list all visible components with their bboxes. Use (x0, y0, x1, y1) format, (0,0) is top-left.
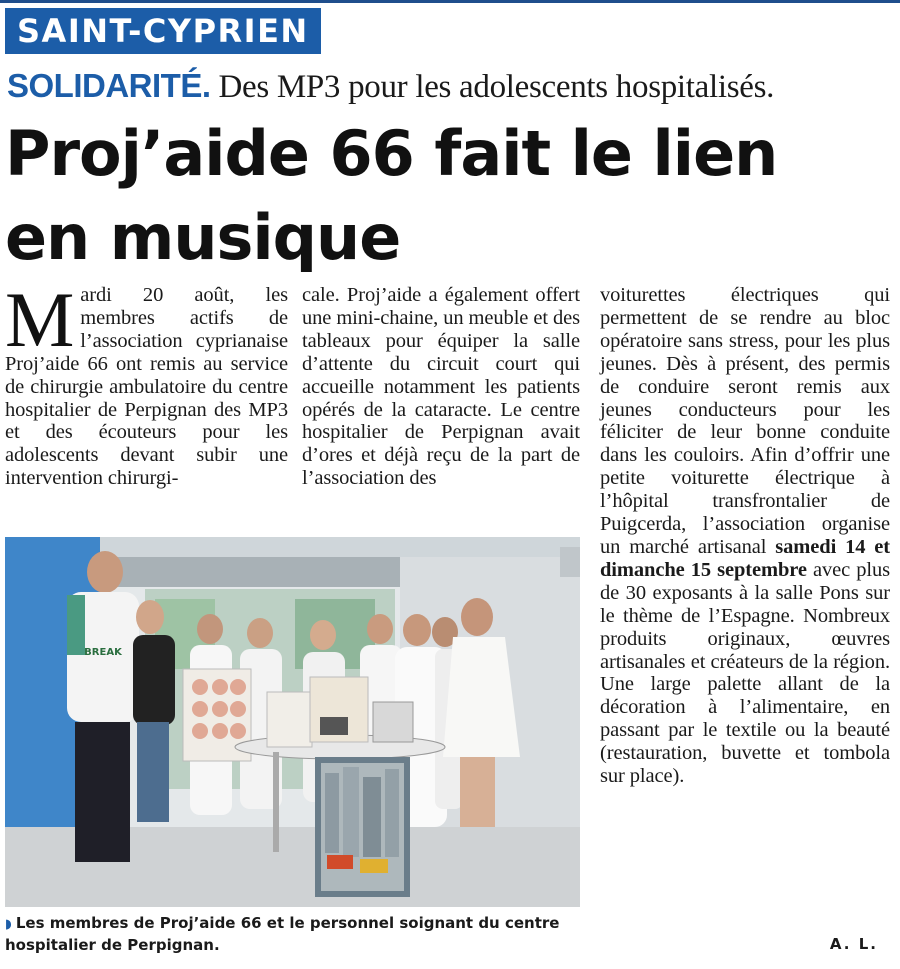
article-column-2 (302, 284, 580, 490)
drop-cap: M (5, 276, 75, 363)
column-3-text-a: voiturettes électriques qui permettent de se rendre au bloc opératoire sans stress, pour les plus jeunes. Dès à présent, des permis de conduire seront remis aux jeunes conducteurs pour les féliciter de leur bonne conduite dans les couloirs. Afin d’offrir une petite voiturette électrique à l’hôpital transfrontalier de Puigcerda, l’association organise un marché artisanal (600, 284, 890, 558)
subhead-text: Des MP3 pour les adolescents hospitalisés. (210, 69, 775, 105)
subhead-kicker: SOLIDARITÉ. (7, 67, 211, 104)
article-photo (5, 537, 580, 907)
article-column-3 (600, 284, 890, 788)
group-photo-illustration (5, 537, 580, 907)
column-3-text-b: avec plus de 30 exposants à la salle Pons sur le thème de l’Espagne. Nombreux produits originaux, œuvres artisanales et créateurs de la région. Une large palette allant de la décoration à l’alimentaire, en passant par le textile ou la beauté (restauration, buvette et tombola sur place). (600, 558, 890, 788)
author-signature: A. L. (829, 935, 878, 953)
section-tag: SAINT-CYPRIEN (5, 8, 321, 54)
headline-line-2: en musique (5, 201, 401, 274)
headline-line-1: Proj’aide 66 fait le lien (5, 117, 778, 190)
subheadline (7, 66, 887, 107)
column-1-text: ardi 20 août, les membres actifs de l’association cyprianaise Proj’aide 66 ont remis au service de chirurgie ambulatoire du centre hospitalier de Perpignan des MP3 et des écouteurs pour les adolescents devant subir une intervention chirurgi- (5, 284, 288, 490)
caption-bullet-icon: ◗ (5, 917, 12, 932)
top-rule (0, 0, 900, 3)
photo-caption (5, 913, 585, 955)
caption-text: Les membres de Proj’aide 66 et le personnel soignant du centre hospitalier de Perpignan. (5, 914, 560, 954)
column-2-text: cale. Proj’aide a également offert une mini-chaine, un meuble et des tableaux pour équiper la salle d’attente du circuit court qui accueille notamment les patients opérés de la cataracte. Le centre hospitalier de Perpignan avait d’ores et déjà reçu de la part de l’association des (302, 284, 580, 490)
headline (5, 112, 895, 280)
shirt-print: BREAK (84, 647, 122, 658)
column-3-dates: samedi 14 et dimanche 15 septembre (600, 535, 890, 581)
article-column-1 (5, 276, 288, 490)
